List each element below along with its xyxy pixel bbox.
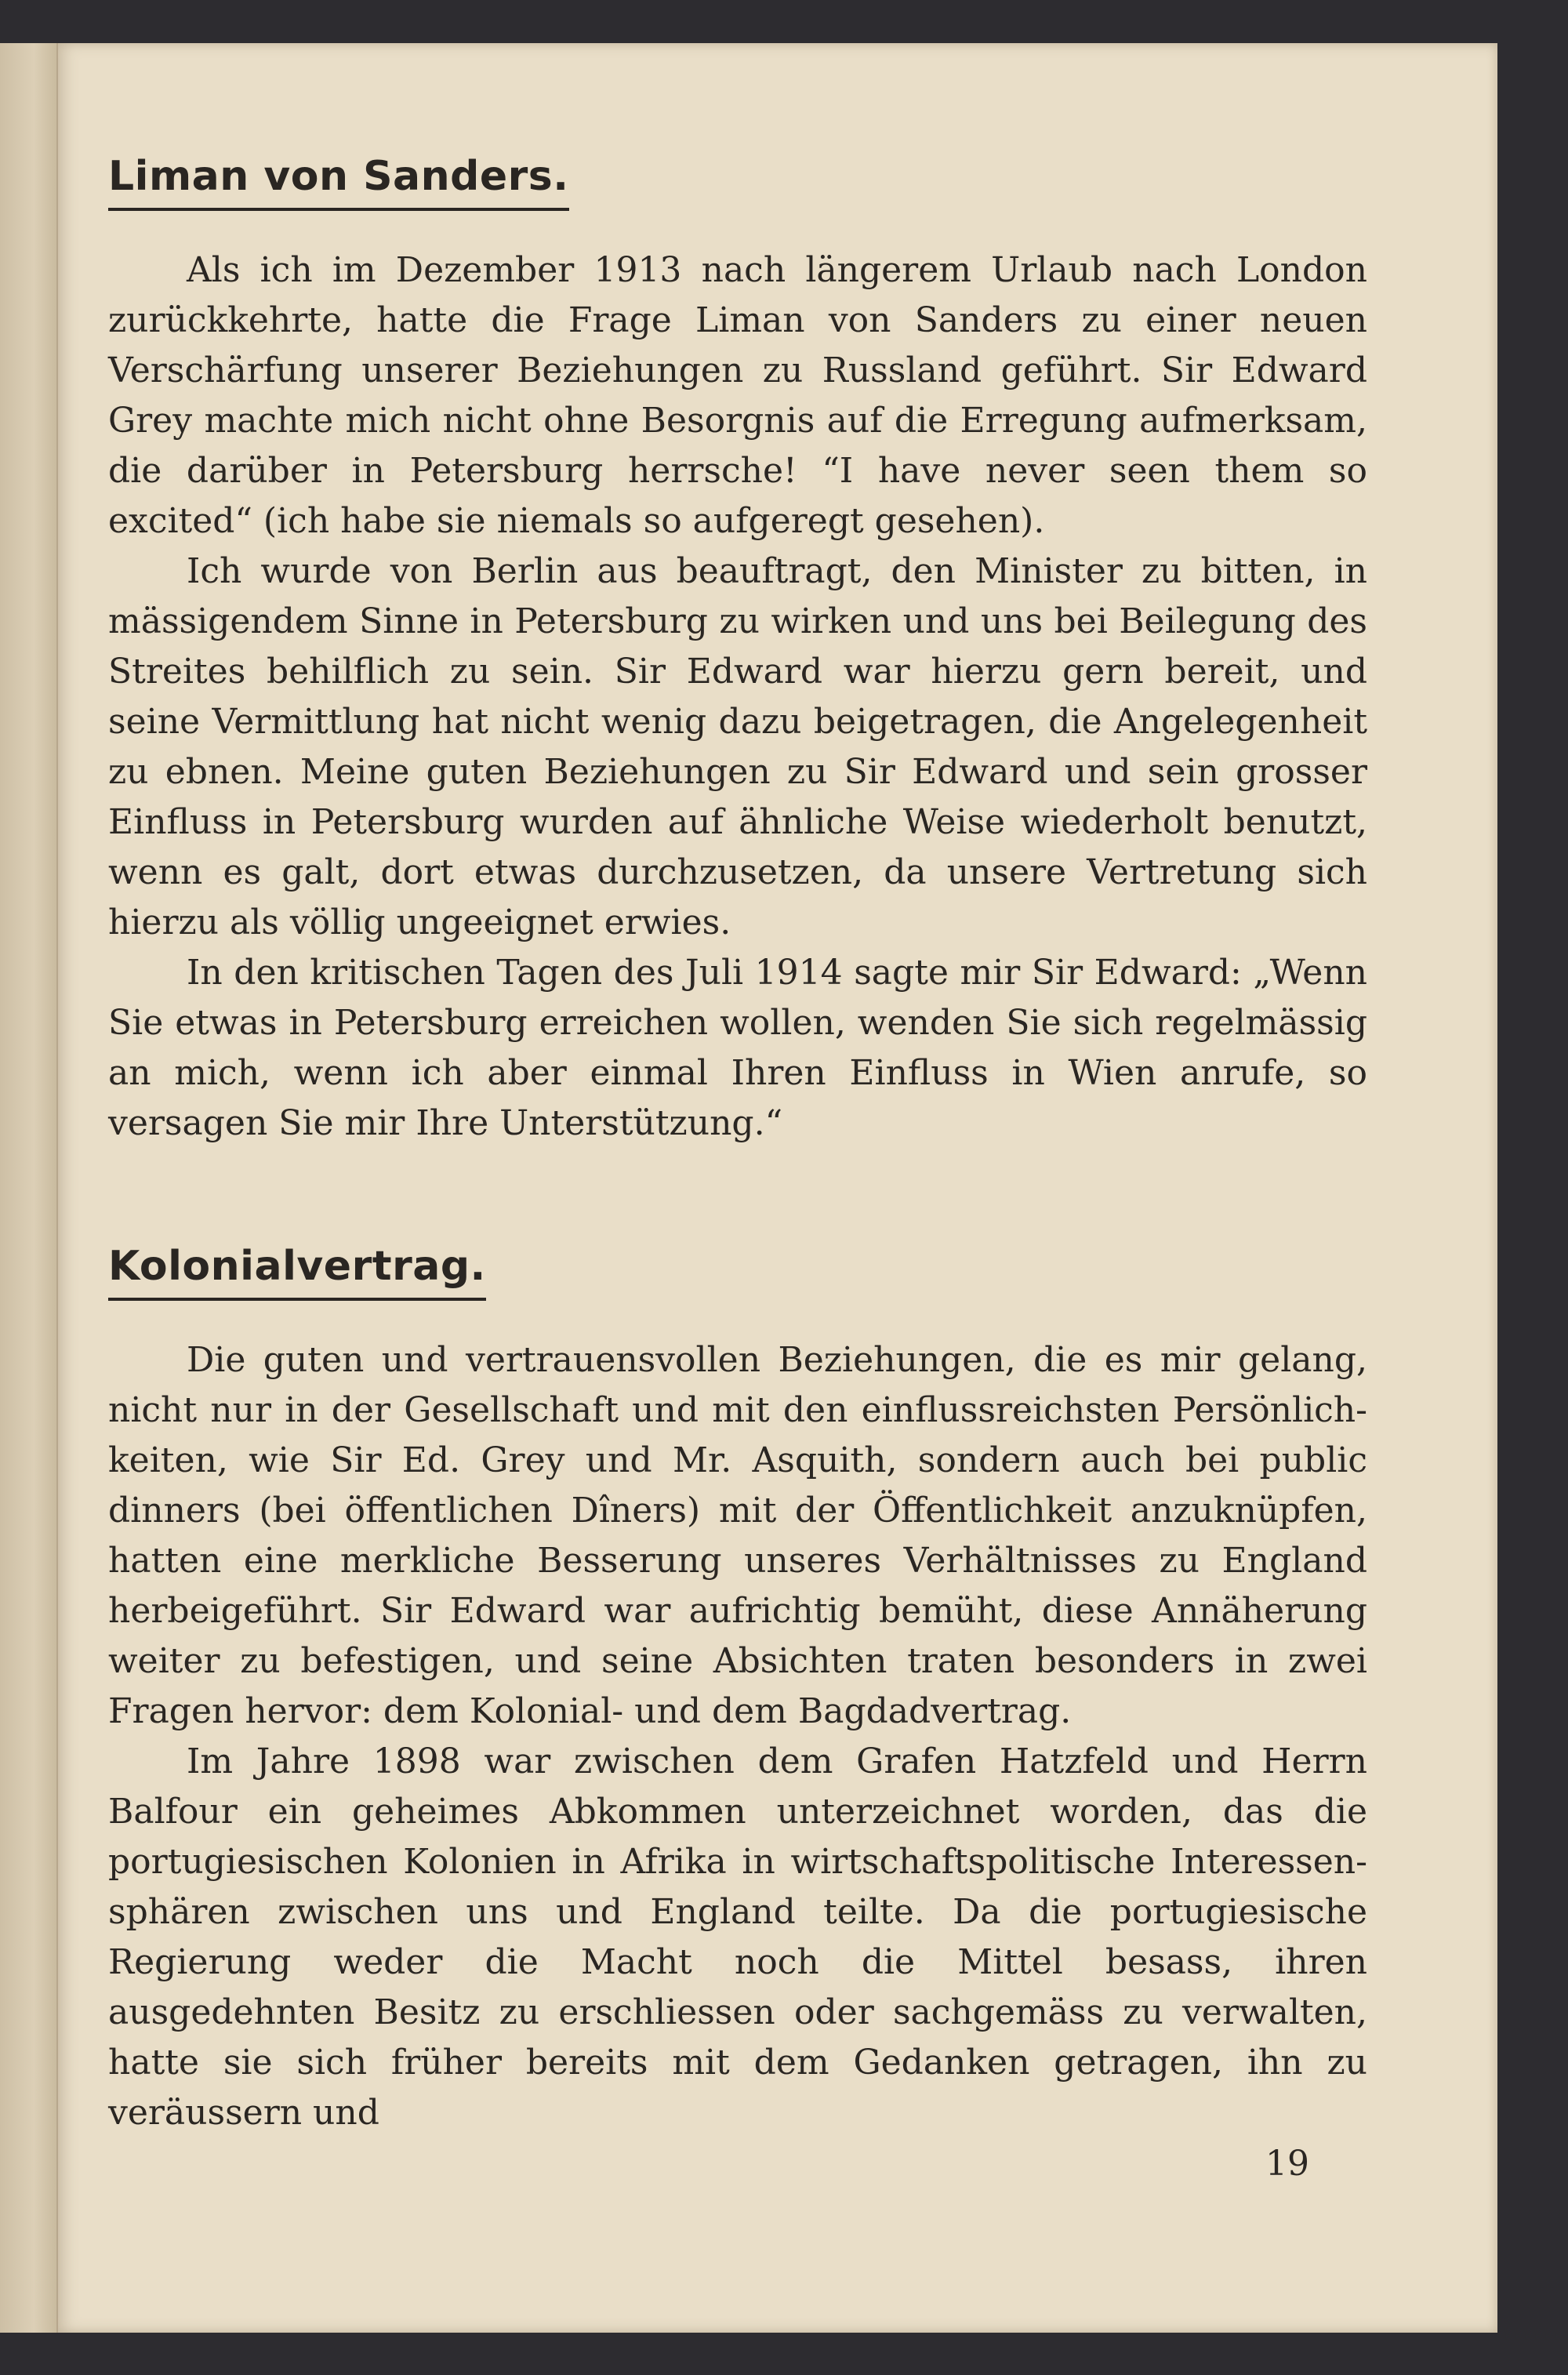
- paragraph: Im Jahre 1898 war zwischen dem Grafen Hatzfeld und Herrn Balfour ein geheimes Abkommen unterzeichnet worden, das die portugiesischen Kolonien in Afrika in wirtschaftspolitische Interessensphären zwischen uns und England teilte. Da die portugiesische Regierung weder die Macht noch die Mittel besass, ihren ausgedehnten Besitz zu erschliessen oder sachgemäss zu verwalten, hatte sie sich früher bereits mit dem Gedanken getragen, ihn zu veräussern und: [108, 1741, 1367, 2133]
- facing-page-edge: [0, 43, 58, 2333]
- paragraph: Die guten und vertrauensvollen Beziehungen, die es mir gelang, nicht nur in der Gesellschaft und mit den einflussreichsten Persönlichkeiten, wie Sir Ed. Grey und Mr. Asquith, sondern auch bei public dinners (bei öffentlichen Dîners) mit der Öffentlichkeit anzuknüpfen, hatten eine merkliche Besserung unseres Verhältnisses zu England herbeigeführt. Sir Edward war aufrichtig bemüht, diese Annäherung weiter zu befestigen, und seine Absichten traten besonders in zwei Fragen hervor: dem Kolonial- und dem Bagdadvertrag.: [108, 1340, 1367, 1731]
- page-number: 19: [1265, 2144, 1309, 2184]
- page-content: [108, 153, 1367, 2138]
- section-heading: Kolonialvertrag.: [108, 1243, 486, 1301]
- section-heading: Liman von Sanders.: [108, 153, 569, 211]
- paragraph: In den kritischen Tagen des Juli 1914 sagte mir Sir Edward: „Wenn Sie etwas in Petersburg erreichen wollen, wenden Sie sich regelmässig an mich, wenn ich aber einmal Ihren Einfluss in Wien anrufe, so versagen Sie mir Ihre Unterstützung.“: [108, 953, 1367, 1143]
- paragraph: Ich wurde von Berlin aus beauftragt, den Minister zu bitten, in mässigendem Sinne in Petersburg zu wirken und uns bei Beilegung des Streites behilflich zu sein. Sir Edward war hierzu gern bereit, und seine Vermittlung hat nicht wenig dazu beigetragen, die Angelegenheit zu ebnen. Meine guten Beziehungen zu Sir Edward und sein grosser Einfluss in Petersburg wurden auf ähnliche Weise wiederholt benutzt, wenn es galt, dort etwas durchzusetzen, da unsere Vertretung sich hierzu als völlig ungeeignet erwies.: [108, 551, 1367, 942]
- paragraph: Als ich im Dezember 1913 nach längerem Urlaub nach London zurückkehrte, hatte die Frage Liman von Sanders zu einer neuen Verschärfung unserer Beziehungen zu Russland geführt. Sir Edward Grey machte mich nicht ohne Besorgnis auf die Erregung aufmerksam, die darüber in Petersburg herrsche! “I have never seen them so excited“ (ich habe sie niemals so aufgeregt gesehen).: [108, 250, 1367, 541]
- section-kolonialvertrag: [108, 1243, 1367, 2138]
- section-liman-von-sanders: [108, 153, 1367, 1149]
- book-page: [58, 43, 1497, 2333]
